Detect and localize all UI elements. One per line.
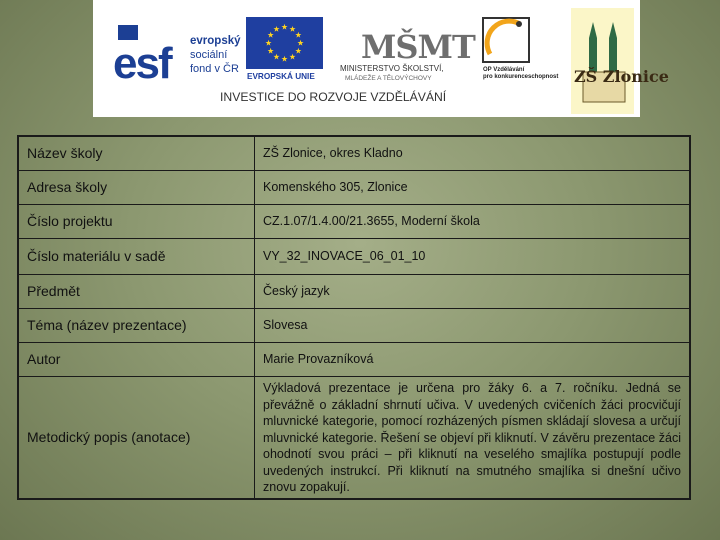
op-arc bbox=[487, 21, 520, 54]
msmt-text-line-1: MINISTERSTVO ŠKOLSTVÍ, bbox=[340, 64, 444, 73]
op-frame bbox=[483, 18, 529, 62]
table-row bbox=[18, 136, 690, 170]
school-crest bbox=[571, 8, 669, 114]
row-value: Marie Provazníková bbox=[255, 342, 691, 376]
logo-banner bbox=[93, 0, 669, 117]
table-row bbox=[18, 170, 690, 204]
table-row bbox=[18, 238, 690, 274]
esf-letters: esf bbox=[113, 39, 171, 88]
row-label: Název školy bbox=[18, 136, 255, 170]
op-text-line-1: OP Vzdělávání bbox=[483, 67, 525, 73]
school-logo-text: ZŠ Zlonice bbox=[574, 67, 669, 86]
slogan: INVESTICE DO ROZVOJE VZDĚLÁVÁNÍ bbox=[220, 90, 447, 104]
row-value: CZ.1.07/1.4.00/21.3655, Moderní škola bbox=[255, 204, 691, 238]
table-row bbox=[18, 204, 690, 238]
op-logo bbox=[483, 18, 558, 80]
row-value: Komenského 305, Zlonice bbox=[255, 170, 691, 204]
row-label: Číslo projektu bbox=[18, 204, 255, 238]
msmt-text-line-2: MLÁDEŽE A TĚLOVÝCHOVY bbox=[345, 75, 432, 82]
esf-logo bbox=[113, 25, 241, 88]
table-row bbox=[18, 274, 690, 308]
table-row bbox=[18, 342, 690, 376]
esf-text-line-2: sociální bbox=[190, 49, 228, 61]
row-label: Číslo materiálu v sadě bbox=[18, 238, 255, 274]
op-dot bbox=[516, 21, 522, 27]
eu-label: EVROPSKÁ UNIE bbox=[247, 72, 315, 81]
esf-flag-square bbox=[118, 25, 138, 40]
row-label: Adresa školy bbox=[18, 170, 255, 204]
msmt-letters: MŠMT bbox=[361, 28, 475, 66]
row-label: Autor bbox=[18, 342, 255, 376]
op-text-line-2: pro konkurenceschopnost bbox=[483, 74, 559, 80]
row-label: Předmět bbox=[18, 274, 255, 308]
row-value: VY_32_INOVACE_06_01_10 bbox=[255, 238, 691, 274]
row-label: Metodický popis (anotace) bbox=[18, 376, 255, 499]
row-label: Téma (název prezentace) bbox=[18, 308, 255, 342]
table-row bbox=[18, 308, 690, 342]
msmt-logo bbox=[340, 28, 476, 82]
project-info-table bbox=[17, 135, 691, 500]
row-value: Český jazyk bbox=[255, 274, 691, 308]
eu-logo bbox=[246, 17, 323, 81]
row-value: ZŠ Zlonice, okres Kladno bbox=[255, 136, 691, 170]
row-value: Slovesa bbox=[255, 308, 691, 342]
esf-text-line-1: evropský bbox=[190, 35, 241, 47]
esf-text-line-3: fond v ČR bbox=[190, 63, 239, 75]
row-value-annotation: Výkladová prezentace je určena pro žáky 6. a 7. ročníku. Jedná se převážně o základní shrnutí učiva. V uvedených cvičeních žáci procvičují mluvnické kategorie, pomocí rozházených písmen skládají slovesa a určují mluvnické kategorie. Řešení se objeví při kliknutí. V závěru prezentace žáci ohodnotí svou práci – při kliknutí na veselého smajlíka postupují podle uvedených instrukcí. Při kliknutí na smutného smajlíka si dnešní učivo znovu zopakují. bbox=[255, 376, 691, 499]
table-row bbox=[18, 376, 690, 499]
